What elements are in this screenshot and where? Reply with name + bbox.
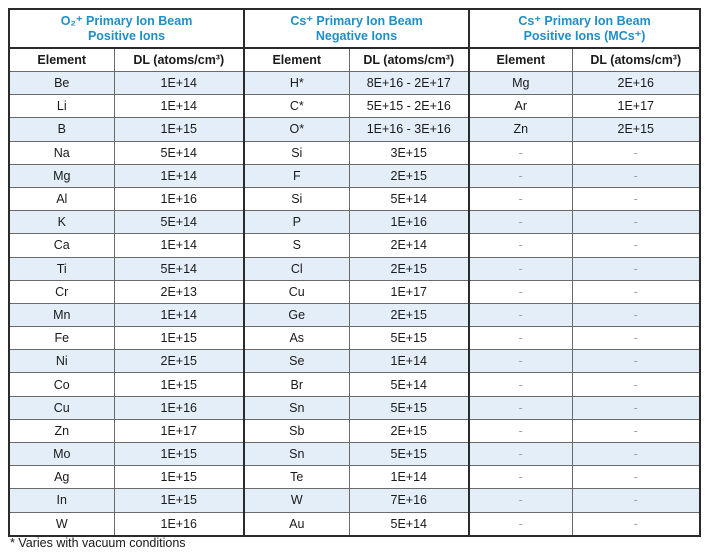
o2-dl-cell: 1E+15 xyxy=(114,373,244,396)
group-header-cs-mcs-positive xyxy=(469,9,700,48)
column-header-row xyxy=(9,48,700,72)
mcs-element-cell: - xyxy=(469,234,572,257)
mcs-dl-cell: - xyxy=(572,396,700,419)
table-row xyxy=(9,280,700,303)
cs-neg-dl-cell: 8E+16 - 2E+17 xyxy=(349,72,469,95)
table-row xyxy=(9,350,700,373)
cs-neg-dl-cell: 1E+16 xyxy=(349,211,469,234)
o2-element-cell: Cu xyxy=(9,396,114,419)
o2-element-cell: B xyxy=(9,118,114,141)
cs-neg-element-cell: Br xyxy=(244,373,349,396)
cs-neg-dl-cell: 1E+14 xyxy=(349,466,469,489)
cs-neg-dl-cell: 7E+16 xyxy=(349,489,469,512)
mcs-dl-cell: - xyxy=(572,466,700,489)
o2-dl-cell: 1E+14 xyxy=(114,234,244,257)
footnote: * Varies with vacuum conditions xyxy=(10,536,186,550)
table-row xyxy=(9,303,700,326)
table-row xyxy=(9,118,700,141)
cs-neg-element-cell: Au xyxy=(244,512,349,536)
mcs-element-cell: - xyxy=(469,280,572,303)
cs-neg-dl-cell: 5E+15 xyxy=(349,327,469,350)
cs-neg-dl-cell: 5E+14 xyxy=(349,512,469,536)
o2-dl-cell: 1E+15 xyxy=(114,118,244,141)
group-header-line1: O₂⁺ Primary Ion Beam xyxy=(60,13,193,28)
o2-element-cell: Al xyxy=(9,187,114,210)
mcs-element-cell: - xyxy=(469,350,572,373)
cs-neg-element-cell: W xyxy=(244,489,349,512)
mcs-element-cell: - xyxy=(469,396,572,419)
table-row xyxy=(9,419,700,442)
o2-dl-cell: 1E+15 xyxy=(114,466,244,489)
mcs-element-cell: Ar xyxy=(469,95,572,118)
cs-neg-element-cell: As xyxy=(244,327,349,350)
mcs-dl-cell: - xyxy=(572,211,700,234)
mcs-element-cell: - xyxy=(469,257,572,280)
cs-neg-dl-cell: 2E+15 xyxy=(349,164,469,187)
o2-element-cell: Co xyxy=(9,373,114,396)
group-header-line1: Cs⁺ Primary Ion Beam xyxy=(518,13,651,28)
mcs-element-cell: - xyxy=(469,466,572,489)
cs-neg-element-cell: H* xyxy=(244,72,349,95)
cs-neg-element-cell: P xyxy=(244,211,349,234)
mcs-dl-cell: 1E+17 xyxy=(572,95,700,118)
o2-dl-cell: 2E+15 xyxy=(114,350,244,373)
mcs-dl-cell: - xyxy=(572,350,700,373)
mcs-dl-cell: - xyxy=(572,187,700,210)
table-row xyxy=(9,257,700,280)
mcs-dl-cell: - xyxy=(572,303,700,326)
o2-dl-cell: 1E+17 xyxy=(114,419,244,442)
cs-neg-element-cell: Sn xyxy=(244,396,349,419)
cs-neg-dl-cell: 5E+15 xyxy=(349,396,469,419)
cs-neg-element-cell: Se xyxy=(244,350,349,373)
cs-neg-element-cell: Sb xyxy=(244,419,349,442)
mcs-element-cell: - xyxy=(469,211,572,234)
o2-dl-cell: 1E+15 xyxy=(114,489,244,512)
o2-element-cell: In xyxy=(9,489,114,512)
group-header-cs-negative xyxy=(244,9,469,48)
o2-dl-cell: 1E+14 xyxy=(114,303,244,326)
table-row xyxy=(9,234,700,257)
cs-neg-element-cell: Si xyxy=(244,141,349,164)
o2-element-cell: Ag xyxy=(9,466,114,489)
column-header-dl: DL (atoms/cm³) xyxy=(349,48,469,72)
table-row xyxy=(9,72,700,95)
cs-neg-dl-cell: 5E+15 - 2E+16 xyxy=(349,95,469,118)
mcs-dl-cell: - xyxy=(572,327,700,350)
mcs-element-cell: - xyxy=(469,419,572,442)
o2-element-cell: Ca xyxy=(9,234,114,257)
o2-dl-cell: 1E+16 xyxy=(114,396,244,419)
o2-element-cell: Mo xyxy=(9,443,114,466)
mcs-element-cell: - xyxy=(469,373,572,396)
table-row xyxy=(9,489,700,512)
o2-element-cell: Fe xyxy=(9,327,114,350)
mcs-dl-cell: 2E+16 xyxy=(572,72,700,95)
cs-neg-dl-cell: 2E+15 xyxy=(349,303,469,326)
table-row xyxy=(9,141,700,164)
o2-element-cell: Ni xyxy=(9,350,114,373)
mcs-dl-cell: - xyxy=(572,234,700,257)
mcs-element-cell: - xyxy=(469,327,572,350)
cs-neg-dl-cell: 5E+14 xyxy=(349,187,469,210)
table-row xyxy=(9,396,700,419)
table-row xyxy=(9,327,700,350)
mcs-element-cell: - xyxy=(469,164,572,187)
cs-neg-dl-cell: 1E+16 - 3E+16 xyxy=(349,118,469,141)
group-header-o2-positive xyxy=(9,9,244,48)
o2-element-cell: Na xyxy=(9,141,114,164)
mcs-element-cell: - xyxy=(469,512,572,536)
cs-neg-dl-cell: 1E+17 xyxy=(349,280,469,303)
mcs-element-cell: - xyxy=(469,443,572,466)
o2-dl-cell: 1E+14 xyxy=(114,72,244,95)
o2-element-cell: K xyxy=(9,211,114,234)
cs-neg-dl-cell: 3E+15 xyxy=(349,141,469,164)
o2-element-cell: Zn xyxy=(9,419,114,442)
group-header-line2: Negative Ions xyxy=(315,28,398,43)
o2-dl-cell: 5E+14 xyxy=(114,211,244,234)
mcs-dl-cell: - xyxy=(572,419,700,442)
mcs-dl-cell: 2E+15 xyxy=(572,118,700,141)
group-header-line2: Positive Ions xyxy=(87,28,166,43)
table-row xyxy=(9,466,700,489)
detection-limits-table-container xyxy=(8,8,701,537)
o2-dl-cell: 5E+14 xyxy=(114,141,244,164)
table-row xyxy=(9,443,700,466)
cs-neg-element-cell: Sn xyxy=(244,443,349,466)
column-header-element: Element xyxy=(244,48,349,72)
o2-element-cell: Mg xyxy=(9,164,114,187)
o2-element-cell: Cr xyxy=(9,280,114,303)
cs-neg-element-cell: F xyxy=(244,164,349,187)
table-body xyxy=(9,72,700,536)
cs-neg-element-cell: Cl xyxy=(244,257,349,280)
mcs-element-cell: - xyxy=(469,187,572,210)
mcs-element-cell: Mg xyxy=(469,72,572,95)
group-header-line1: Cs⁺ Primary Ion Beam xyxy=(290,13,423,28)
mcs-element-cell: - xyxy=(469,303,572,326)
cs-neg-dl-cell: 1E+14 xyxy=(349,350,469,373)
o2-dl-cell: 1E+14 xyxy=(114,164,244,187)
mcs-element-cell: - xyxy=(469,489,572,512)
table-row xyxy=(9,95,700,118)
o2-dl-cell: 2E+13 xyxy=(114,280,244,303)
o2-dl-cell: 1E+15 xyxy=(114,327,244,350)
cs-neg-element-cell: C* xyxy=(244,95,349,118)
o2-element-cell: W xyxy=(9,512,114,536)
o2-dl-cell: 1E+14 xyxy=(114,95,244,118)
column-header-dl: DL (atoms/cm³) xyxy=(572,48,700,72)
cs-neg-dl-cell: 2E+15 xyxy=(349,419,469,442)
mcs-dl-cell: - xyxy=(572,164,700,187)
mcs-element-cell: Zn xyxy=(469,118,572,141)
mcs-dl-cell: - xyxy=(572,280,700,303)
mcs-dl-cell: - xyxy=(572,373,700,396)
group-header-row xyxy=(9,9,700,48)
column-header-element: Element xyxy=(9,48,114,72)
o2-element-cell: Be xyxy=(9,72,114,95)
cs-neg-element-cell: O* xyxy=(244,118,349,141)
o2-dl-cell: 1E+16 xyxy=(114,187,244,210)
o2-dl-cell: 1E+15 xyxy=(114,443,244,466)
o2-dl-cell: 5E+14 xyxy=(114,257,244,280)
mcs-dl-cell: - xyxy=(572,141,700,164)
mcs-dl-cell: - xyxy=(572,489,700,512)
cs-neg-element-cell: Te xyxy=(244,466,349,489)
cs-neg-dl-cell: 5E+15 xyxy=(349,443,469,466)
cs-neg-dl-cell: 2E+15 xyxy=(349,257,469,280)
o2-dl-cell: 1E+16 xyxy=(114,512,244,536)
mcs-dl-cell: - xyxy=(572,512,700,536)
table-row xyxy=(9,211,700,234)
o2-element-cell: Ti xyxy=(9,257,114,280)
cs-neg-element-cell: S xyxy=(244,234,349,257)
table-row xyxy=(9,512,700,536)
table-row xyxy=(9,164,700,187)
o2-element-cell: Mn xyxy=(9,303,114,326)
table-row xyxy=(9,187,700,210)
cs-neg-element-cell: Si xyxy=(244,187,349,210)
mcs-dl-cell: - xyxy=(572,443,700,466)
cs-neg-dl-cell: 2E+14 xyxy=(349,234,469,257)
column-header-element: Element xyxy=(469,48,572,72)
detection-limits-table xyxy=(8,8,701,537)
cs-neg-dl-cell: 5E+14 xyxy=(349,373,469,396)
column-header-dl: DL (atoms/cm³) xyxy=(114,48,244,72)
o2-element-cell: Li xyxy=(9,95,114,118)
cs-neg-element-cell: Ge xyxy=(244,303,349,326)
mcs-element-cell: - xyxy=(469,141,572,164)
cs-neg-element-cell: Cu xyxy=(244,280,349,303)
table-row xyxy=(9,373,700,396)
mcs-dl-cell: - xyxy=(572,257,700,280)
group-header-line2: Positive Ions (MCs⁺) xyxy=(523,28,646,43)
